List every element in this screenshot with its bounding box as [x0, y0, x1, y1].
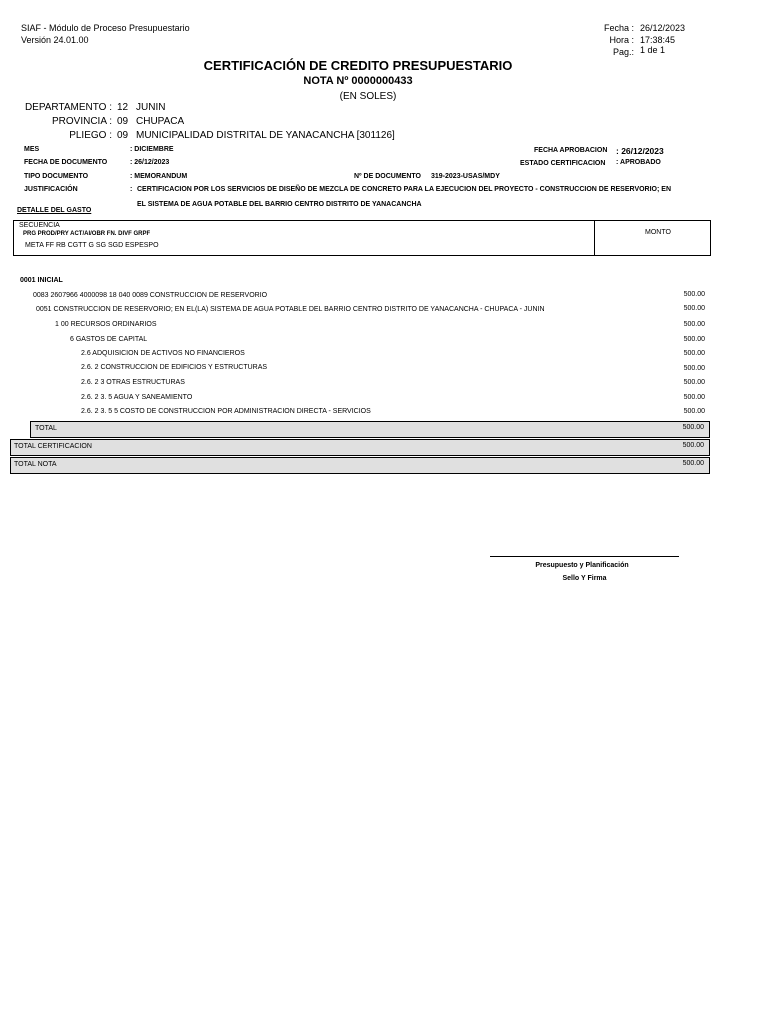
total-certificacion-label: TOTAL CERTIFICACION: [14, 443, 92, 450]
estado-certificacion-label: ESTADO CERTIFICACION: [520, 160, 606, 167]
detail-row-label: 0083 2607966 4000098 18 040 0089 CONSTRUCCION DE RESERVORIO: [33, 292, 268, 299]
tipo-documento-label: TIPO DOCUMENTO: [24, 173, 89, 180]
detail-row-label: 0051 CONSTRUCCION DE RESERVORIO; EN EL(LA) SISTEMA DE AGUA POTABLE DEL BARRIO CENTRO DISTRITO DE YANACANCHA - CHUPACA - JUNIN: [36, 306, 545, 313]
pliego-code: 09: [117, 130, 129, 141]
detail-row-label: 6 GASTOS DE CAPITAL: [70, 336, 148, 343]
pag-label: Pag.:: [612, 47, 634, 57]
tipo-documento-value: : MEMORANDUM: [130, 173, 188, 180]
print-time: 17:38:45: [640, 35, 676, 45]
justificacion-text-1: CERTIFICACION POR LOS SERVICIOS DE DISEÑO DE MEZCLA DE CONCRETO PARA LA EJECUCION DEL PROYECTO - CONSTRUCCION DE RESERVORIO; EN: [137, 186, 671, 193]
total-certificacion-row: [10, 439, 710, 456]
detail-row-amount: 500.00: [683, 408, 705, 415]
page-number: 1 de 1: [640, 45, 666, 55]
print-date: 26/12/2023: [640, 23, 686, 33]
mes-value: : DICIEMBRE: [130, 146, 174, 153]
monto-label: MONTO: [645, 229, 671, 236]
detail-row-label: 2.6. 2 CONSTRUCCION DE EDIFICIOS Y ESTRUCTURAS: [81, 364, 268, 371]
total-nota-label: TOTAL NOTA: [14, 461, 57, 468]
detail-row-amount: 500.00: [683, 394, 705, 401]
provincia-label: PROVINCIA :: [51, 116, 112, 127]
detail-row-label: 2.6. 2 3 OTRAS ESTRUCTURAS: [81, 379, 185, 386]
detail-row-amount: 500.00: [683, 379, 705, 386]
departamento-code: 12: [117, 102, 129, 113]
system-version: Versión 24.01.00: [21, 35, 89, 45]
nro-documento-label: Nº DE DOCUMENTO: [354, 173, 421, 180]
row-inicial: 0001 INICIAL: [20, 277, 63, 284]
fecha-documento-value: : 26/12/2023: [130, 159, 170, 166]
detail-row-label: 2.6 ADQUISICION DE ACTIVOS NO FINANCIEROS: [81, 350, 245, 357]
departamento-value: JUNIN: [136, 102, 166, 113]
total-certificacion-amount: 500.00: [682, 442, 704, 449]
pliego-value: MUNICIPALIDAD DISTRITAL DE YANACANCHA [301126]: [136, 130, 395, 141]
detail-row-amount: 500.00: [683, 350, 705, 357]
total-row: [30, 421, 710, 438]
header-columns-row1: PRG PROD/PRY ACT/AI/OBR FN. DIVF GRPF: [23, 231, 151, 237]
justificacion-label: JUSTIFICACIÓN: [24, 186, 78, 193]
total-amount: 500.00: [682, 424, 704, 431]
provincia-value: CHUPACA: [136, 116, 185, 127]
detail-row-label: 2.6. 2 3. 5 5 COSTO DE CONSTRUCCION POR ADMINISTRACION DIRECTA - SERVICIOS: [81, 408, 371, 415]
document-title: CERTIFICACIÓN DE CREDITO PRESUPUESTARIO: [203, 58, 513, 73]
detail-row-amount: 500.00: [683, 305, 705, 312]
detail-row-amount: 500.00: [683, 291, 705, 298]
header-columns-row2: META FF RB CGTT G SG SGD ESPESPO: [25, 242, 159, 249]
total-nota-amount: 500.00: [682, 460, 704, 467]
hora-label: Hora :: [609, 35, 634, 45]
pliego-label: PLIEGO :: [69, 130, 112, 141]
fecha-documento-label: FECHA DE DOCUMENTO: [24, 159, 108, 166]
signature-line: [490, 556, 679, 557]
justificacion-text-2: EL SISTEMA DE AGUA POTABLE DEL BARRIO CENTRO DISTRITO DE YANACANCHA: [137, 201, 422, 208]
header-divider: [594, 221, 595, 255]
currency-label: (EN SOLES): [339, 91, 397, 102]
detail-row-label: 1 00 RECURSOS ORDINARIOS: [55, 321, 157, 328]
provincia-code: 09: [117, 116, 129, 127]
detail-row-label: 2.6. 2 3. 5 AGUA Y SANEAMIENTO: [81, 394, 193, 401]
system-name: SIAF - Módulo de Proceso Presupuestario: [21, 23, 190, 33]
mes-label: MES: [24, 146, 40, 153]
detail-row-amount: 500.00: [683, 365, 705, 372]
fecha-aprobacion-value: : 26/12/2023: [616, 146, 664, 156]
detail-row-amount: 500.00: [683, 321, 705, 328]
signature-caption: Sello Y Firma: [562, 575, 607, 582]
detail-header-box: [13, 220, 711, 256]
total-nota-row: [10, 457, 710, 474]
departamento-label: DEPARTAMENTO :: [24, 102, 112, 113]
estado-certificacion-value: : APROBADO: [616, 159, 661, 166]
secuencia-label: SECUENCIA: [19, 222, 60, 229]
fecha-label: Fecha :: [603, 23, 634, 33]
signature-department: Presupuesto y Planificación: [535, 562, 629, 569]
total-label: TOTAL: [35, 425, 57, 432]
justificacion-colon: :: [130, 186, 133, 193]
nota-number: NOTA Nº 0000000433: [303, 75, 413, 87]
fecha-aprobacion-label: FECHA APROBACION: [534, 147, 608, 154]
detail-row-amount: 500.00: [683, 336, 705, 343]
detalle-gasto-title: DETALLE DEL GASTO: [17, 207, 92, 214]
nro-documento-value: 319-2023-USAS/MDY: [431, 173, 500, 180]
